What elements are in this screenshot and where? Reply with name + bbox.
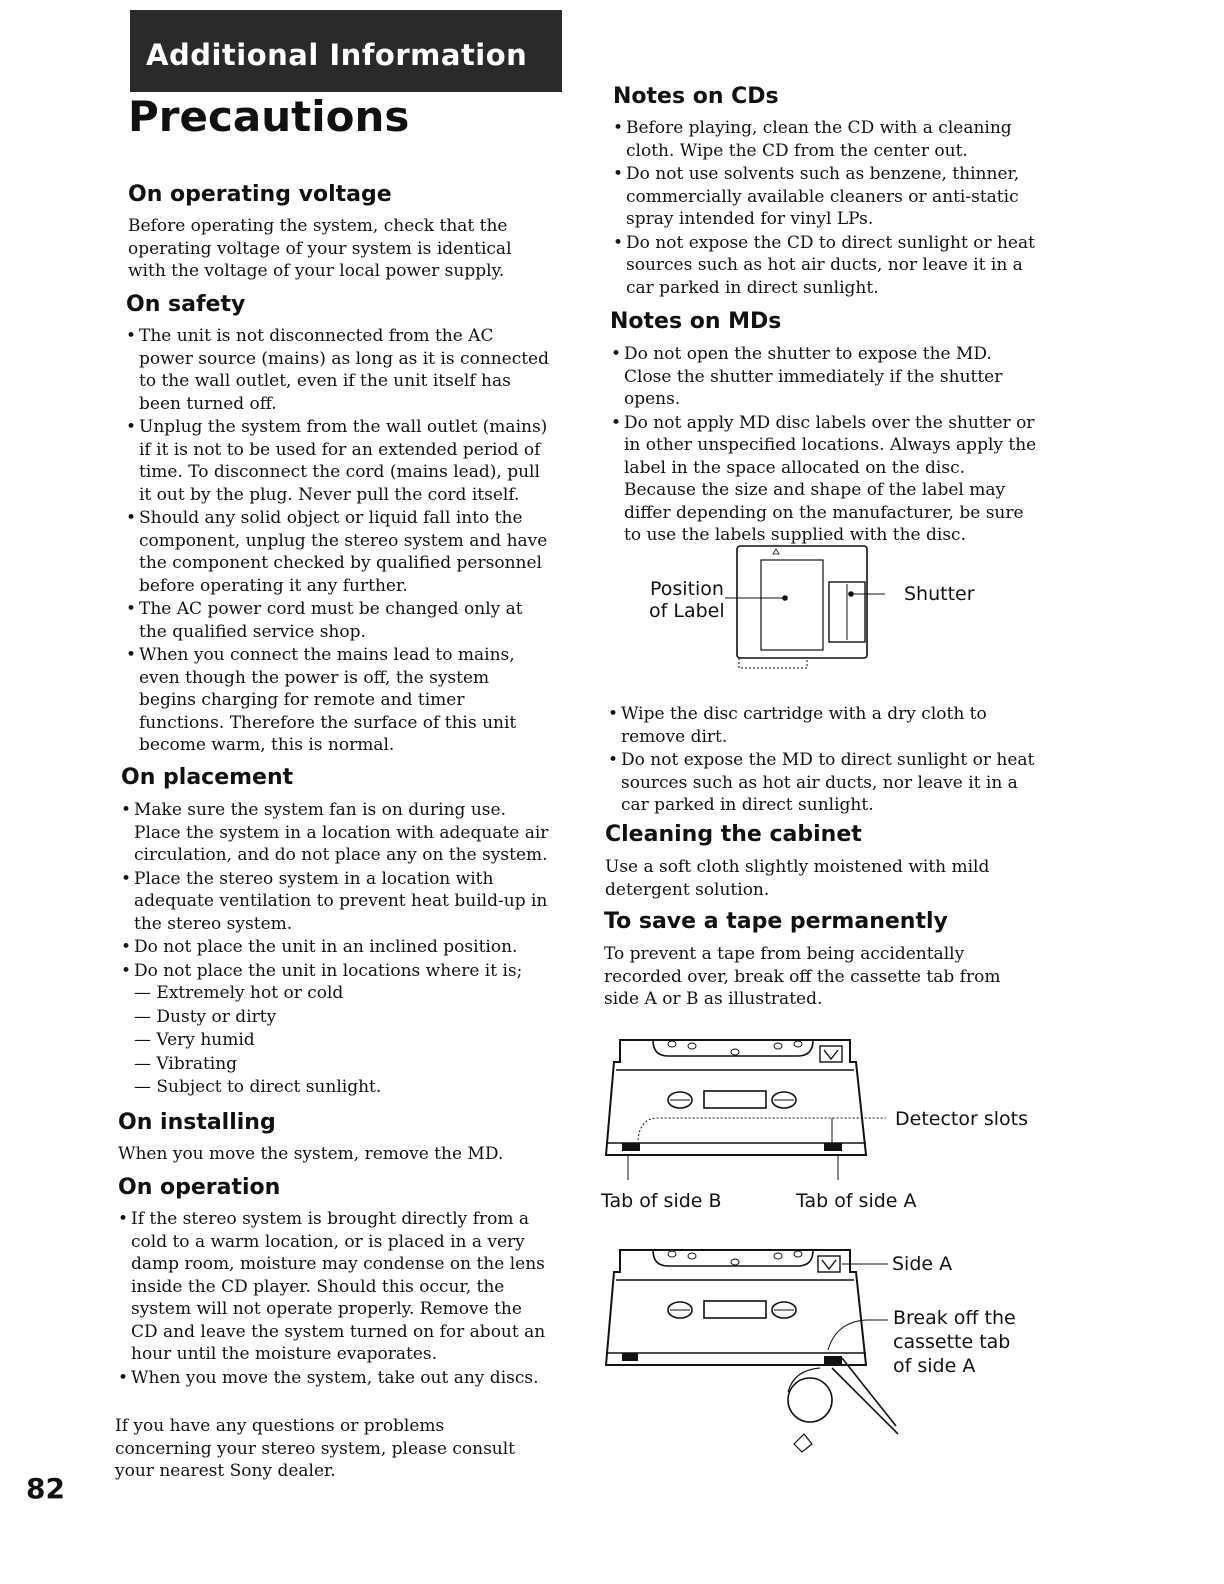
condition-item: — Very humid [134, 1030, 255, 1050]
position-label-line2: of Label [649, 600, 725, 622]
break-label-line3: of side A [893, 1355, 976, 1377]
heading-placement: On placement [121, 765, 294, 790]
closing-text: If you have any questions or problems concerning your stereo system, please consult your nearest Sony dealer. [115, 1416, 516, 1481]
break-label-line1: Break off the [893, 1307, 1016, 1329]
list-item: • Do not expose the MD to direct sunlight or heat sources such as hot air ducts, nor leave it in a car parked in direct sunlight. [608, 749, 1040, 817]
heading-notes-cds: Notes on CDs [613, 84, 779, 109]
list-item: • The unit is not disconnected from the AC power source (mains) as long as it is connected to the wall outlet, even if the unit itself has been turned off. [126, 325, 550, 415]
condition-item: — Dusty or dirty [134, 1006, 277, 1027]
list-item: • Should any solid object or liquid fall into the component, unplug the stereo system and have the component checked by qualified personnel before operating it any further. [126, 507, 550, 597]
placement-list [121, 799, 553, 1100]
safety-list [126, 325, 550, 758]
mds-list-2 [608, 703, 1040, 818]
mds-list [611, 343, 1041, 548]
break-label-line2: cassette tab [893, 1331, 1011, 1353]
list-item: • Make sure the system fan is on during use. Place the system in a location with adequate air circulation, and do not place any on the system. [121, 799, 553, 867]
list-item: • Wipe the disc cartridge with a dry cloth to remove dirt. [608, 703, 1040, 748]
list-item: • Do not place the unit in an inclined position. [121, 936, 553, 959]
list-item-text: Do not place the unit in locations where it is; [134, 960, 523, 981]
list-item [121, 960, 553, 1099]
list-item: • Do not use solvents such as benzene, thinner, commercially available cleaners or anti-static spray intended for vinyl LPs. [613, 163, 1043, 231]
list-item: • Do not open the shutter to expose the MD. Close the shutter immediately if the shutter opens. [611, 343, 1041, 411]
installing-text: When you move the system, remove the MD. [118, 1144, 504, 1164]
side-a-label: Side A [892, 1253, 953, 1275]
detector-slots-label: Detector slots [895, 1108, 1028, 1130]
condition-item: — Subject to direct sunlight. [134, 1077, 382, 1097]
heading-notes-mds: Notes on MDs [610, 309, 782, 334]
list-item: • When you connect the mains lead to mains, even though the power is off, the system begins charging for remote and timer functions. Therefore the surface of this unit become warm, this is normal. [126, 644, 550, 757]
page-title: Precautions [128, 92, 410, 141]
conditions-list [134, 982, 553, 1099]
cabinet-text: Use a soft cloth slightly moistened with mild detergent solution. [605, 857, 990, 900]
cassette-diagram-1 [598, 1030, 898, 1190]
banner-text: Additional Information [146, 38, 528, 72]
page-number: 82 [26, 1472, 65, 1505]
position-label-line1: Position [650, 578, 724, 600]
heading-installing: On installing [118, 1110, 276, 1135]
list-item: • Do not expose the CD to direct sunlight or heat sources such as hot air ducts, nor leave it in a car parked in direct sunlight. [613, 232, 1043, 300]
list-item: • The AC power cord must be changed only at the qualified service shop. [126, 598, 550, 643]
heading-operation: On operation [118, 1175, 281, 1200]
cassette-diagram-2 [598, 1240, 908, 1465]
operation-list [118, 1208, 548, 1390]
tape-text: To prevent a tape from being accidentally recorded over, break off the cassette tab from side A or B as illustrated. [604, 944, 1001, 1009]
voltage-text: Before operating the system, check that the operating voltage of your system is identical with the voltage of your local power supply. [128, 216, 512, 281]
list-item: • If the stereo system is brought directly from a cold to a warm location, or is placed in a very damp room, moisture may condense on the lens inside the CD player. Should this occur, the system will not operate properly. Remove the CD and leave the system turned on for about an hour until the moisture evaporates. [118, 1208, 548, 1366]
heading-operating-voltage: On operating voltage [128, 182, 392, 207]
heading-save-tape: To save a tape permanently [604, 909, 948, 934]
condition-item: — Vibrating [134, 1053, 238, 1074]
list-item: • Unplug the system from the wall outlet (mains) if it is not to be used for an extended period of time. To disconnect the cord (mains lead), pull it out by the plug. Never pull the cord itself. [126, 416, 550, 506]
md-cartridge-diagram [725, 540, 885, 675]
heading-cleaning-cabinet: Cleaning the cabinet [605, 822, 862, 847]
list-item: • Do not apply MD disc labels over the shutter or in other unspecified locations. Always apply the label in the space allocated on the disc. Because the size and shape of the label may differ depending on the manufacturer, be sure to use the labels supplied with the disc. [611, 412, 1041, 547]
list-item: • Place the stereo system in a location with adequate ventilation to prevent heat build-up in the stereo system. [121, 868, 553, 936]
condition-item: — Extremely hot or cold [134, 983, 344, 1003]
list-item: • When you move the system, take out any discs. [118, 1367, 548, 1390]
list-item: • Before playing, clean the CD with a cleaning cloth. Wipe the CD from the center out. [613, 117, 1043, 162]
tab-side-a-label: Tab of side A [796, 1190, 917, 1212]
heading-safety: On safety [126, 292, 246, 317]
section-banner [130, 10, 562, 92]
cds-list [613, 117, 1043, 300]
tab-side-b-label: Tab of side B [601, 1190, 722, 1212]
shutter-label: Shutter [904, 583, 975, 605]
